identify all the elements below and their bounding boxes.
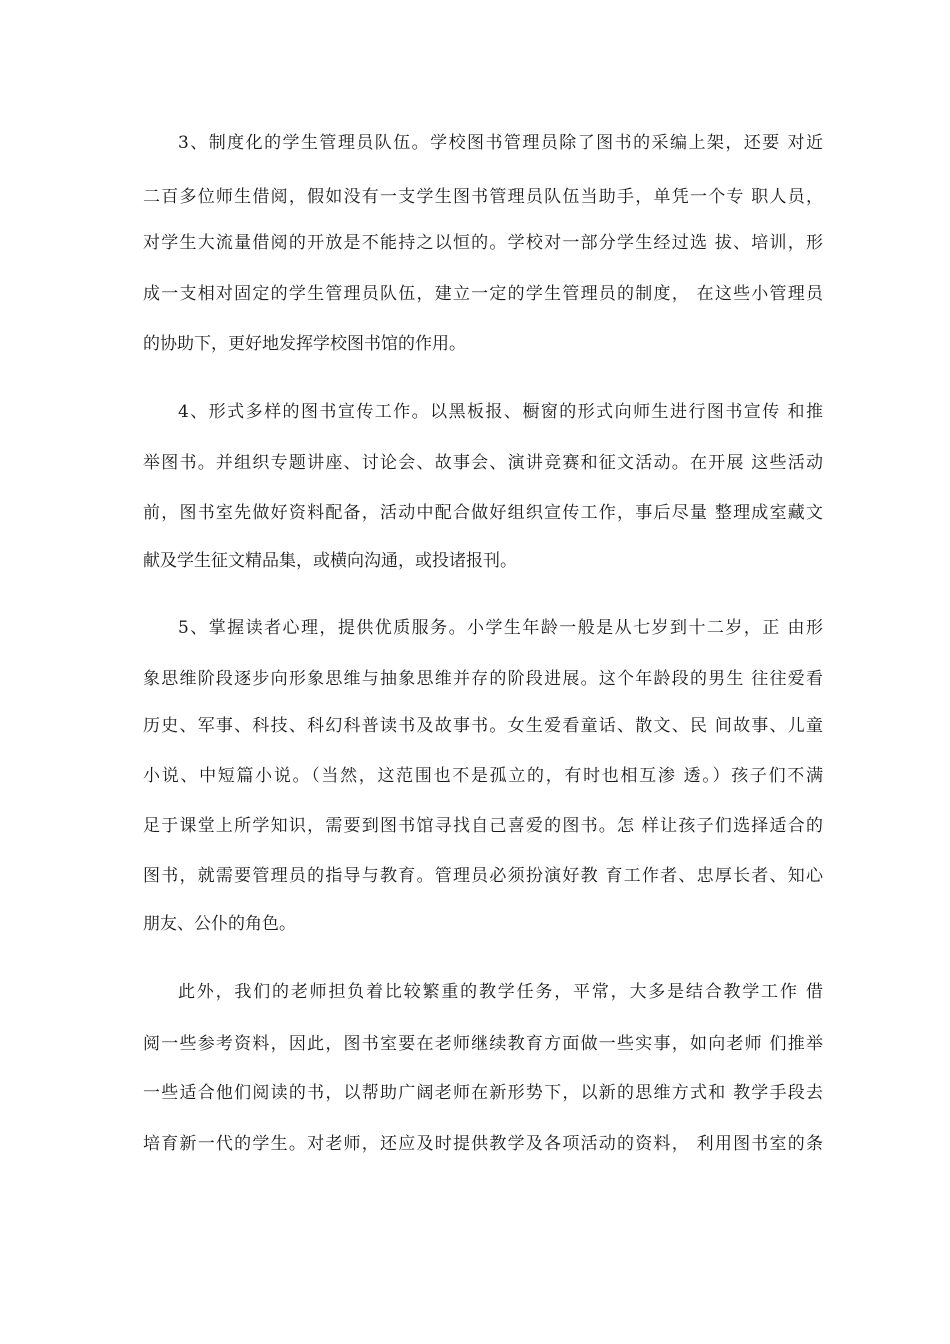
text-line: 5、掌握读者心理，提供优质服务。小学生年龄一般是从七岁到十二岁，正 由形: [178, 618, 823, 638]
text-line: 一些适合他们阅读的书，以帮助广阔老师在新形势下，以新的思维方式和 教学手段去: [143, 1083, 823, 1103]
text-line: 图书，就需要管理员的指导与教育。管理员必须扮演好教 育工作者、忠厚长者、知心: [143, 866, 823, 886]
text-line: 阅一些参考资料，因此，图书室要在老师继续教育方面做一些实事，如向老师 们推举: [143, 1034, 823, 1054]
text-line: 4、形式多样的图书宣传工作。以黑板报、橱窗的形式向师生进行图书宣传 和推: [178, 402, 823, 422]
text-line: 培育新一代的学生。对老师，还应及时提供教学及各项活动的资料， 利用图书室的条: [143, 1134, 823, 1154]
text-line: 足于课堂上所学知识，需要到图书馆寻找自己喜爱的图书。怎 样让孩子们选择适合的: [143, 816, 823, 836]
text-line: 献及学生征文精品集，或横向沟通，或投诸报刊。: [143, 551, 517, 571]
text-line: 此外，我们的老师担负着比较繁重的教学任务，平常，大多是结合教学工作 借: [178, 982, 823, 1002]
text-line: 成一支相对固定的学生管理员队伍，建立一定的学生管理员的制度， 在这些小管理员: [143, 284, 823, 304]
text-line: 前，图书室先做好资料配备，活动中配合做好组织宣传工作，事后尽量 整理成室藏文: [143, 503, 823, 523]
text-line: 象思维阶段逐步向形象思维与抽象思维并存的阶段进展。这个年龄段的男生 往往爱看: [143, 669, 823, 689]
text-line: 举图书。并组织专题讲座、讨论会、故事会、演讲竞赛和征文活动。在开展 这些活动: [143, 453, 823, 473]
text-line: 历史、军事、科技、科幻科普读书及故事书。女生爱看童话、散文、民 间故事、儿童: [143, 716, 823, 736]
text-line: 小说、中短篇小说。（当然，这范围也不是孤立的，有时也相互渗 透。）孩子们不满: [143, 766, 823, 786]
text-line: 对学生大流量借阅的开放是不能持之以恒的。学校对一部分学生经过选 拔、培训，形: [143, 233, 823, 253]
text-line: 3、制度化的学生管理员队伍。学校图书管理员除了图书的采编上架，还要 对近: [178, 133, 823, 153]
text-line: 二百多位师生借阅，假如没有一支学生图书管理员队伍当助手，单凭一个专 职人员，: [143, 187, 823, 207]
text-line: 的协助下，更好地发挥学校图书馆的作用。: [143, 334, 466, 354]
text-line: 朋友、公仆的角色。: [143, 914, 296, 934]
